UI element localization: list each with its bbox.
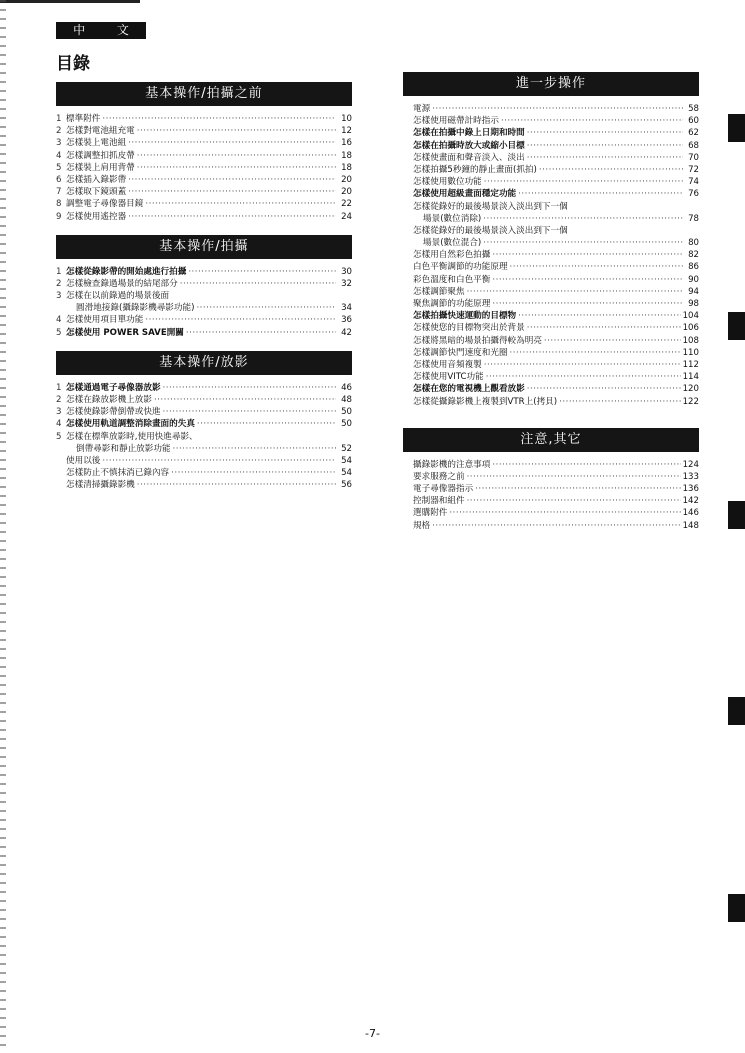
entry-title: 怎樣使用項目單功能 [66,315,144,326]
entry-page: 108 [682,335,699,346]
dot-leader [483,237,683,249]
entry-page: 112 [682,359,699,370]
entry-page: 72 [688,164,699,175]
entry-title: 怎樣使畫面和聲音淡入、淡出 [413,152,525,163]
dot-leader [475,483,680,495]
entry-number: 7 [56,187,62,198]
entry-title: 怎樣調節聚焦 [413,286,465,297]
entry-page: 120 [682,384,699,395]
dot-leader [432,103,683,115]
dot-leader [501,115,683,127]
entry-title: 怎樣清掃攝錄影機 [66,480,135,491]
entry-title: 怎樣使用數位功能 [413,177,482,188]
entry-page: 30 [341,266,352,277]
toc-entry [56,418,352,430]
section-tab-marker [728,894,745,922]
entry-title: 怎樣在拍攝中錄上日期和時間 [413,128,525,139]
entry-page: 60 [688,116,699,127]
dot-leader [137,162,336,174]
entry-page: 82 [688,250,699,261]
entry-page: 104 [682,311,699,322]
dot-leader [432,520,680,532]
language-tab: 中 文 [56,22,146,39]
toc-entry [56,314,352,326]
entry-number: 2 [56,278,62,289]
toc-entry [56,406,352,418]
dot-leader [492,274,683,286]
section-title: 進一步操作 [403,72,699,96]
dot-leader [539,164,683,176]
toc-section [403,72,699,408]
entry-page: 36 [341,315,352,326]
entry-number: 4 [56,315,62,326]
toc-entry [56,327,352,339]
dot-leader [510,347,681,359]
entry-title: 怎樣將黑暗的場景拍攝得較為明亮 [413,335,542,346]
entry-title: 調整電子尋像器目鏡 [66,199,144,210]
entry-page: 20 [341,174,352,185]
toc-entry [403,201,699,213]
entry-title: 怎樣在標準放影時,使用快進尋影、 [66,431,198,442]
section-tab-marker [728,697,745,725]
entry-number: 5 [56,162,62,173]
entry-page: 124 [682,459,699,470]
entry-number: 8 [56,199,62,210]
toc-entry [403,286,699,298]
toc-entry [403,507,699,519]
dot-leader [171,467,336,479]
entry-title: 標準附件 [66,114,101,124]
entry-page: 148 [682,520,699,531]
entry-number: 3 [56,138,62,149]
toc-entry [56,278,352,290]
entry-title: 怎樣使錄影帶倒帶或快進 [66,407,161,418]
toc-entry [403,371,699,383]
dot-leader [492,249,683,261]
toc-entry [403,274,699,286]
toc-entry [56,394,352,406]
entry-page: 18 [341,162,352,173]
entry-title: 場景(數位混合) [423,238,482,249]
entry-number: 5 [56,431,62,442]
entry-title: 怎樣使用遙控器 [66,211,127,222]
entry-title: 怎樣拍攝5秒鐘的靜止畫面(抓拍) [413,164,537,175]
toc-entry [56,382,352,394]
entry-title: 怎樣防止不慎抹消已錄內容 [66,468,170,479]
toc-entry [403,322,699,334]
dot-leader [128,211,336,223]
entry-title: 怎樣使用軌道調整消除畫面的失真 [66,419,195,430]
dot-leader [128,137,336,149]
toc-entry [403,237,699,249]
entry-page: 90 [688,274,699,285]
toc-entry [403,383,699,395]
entry-title: 怎樣調整扣抓皮帶 [66,150,135,161]
dot-leader [137,125,336,137]
entry-page: 98 [688,299,699,309]
entry-page: 122 [682,396,699,407]
entry-title: 圓滑地接錄(攝錄影機尋影功能) [76,303,195,314]
entry-page: 34 [341,303,352,314]
entry-title: 倒帶尋影和靜止放影功能 [76,443,171,454]
entry-page: 18 [341,150,352,161]
entry-title: 怎樣從錄好的最後場景淡入淡出到下一個 [413,225,568,236]
entry-title: 白色平衡調節的功能原理 [413,262,508,273]
toc-entry [403,140,699,152]
entry-page: 12 [341,126,352,137]
entry-title: 選購附件 [413,508,448,519]
scan-edge-left [0,0,6,1053]
page-number: -7- [365,1027,380,1040]
entry-page: 52 [341,443,352,454]
entry-title: 使用以後 [66,455,101,466]
entry-page: 94 [688,286,699,297]
entry-page: 54 [341,468,352,479]
dot-leader [492,298,683,310]
section-tab-marker [728,501,745,529]
toc-entry [403,347,699,359]
entry-title: 場景(數位消除) [423,213,482,224]
entry-title: 怎樣檢查錄過場景的結尾部分 [66,278,178,289]
entry-title: 電源 [413,104,431,114]
entry-number: 6 [56,174,62,185]
entry-page: 56 [341,480,352,491]
entry-number: 4 [56,150,62,161]
entry-number: 3 [56,407,62,418]
entry-page: 16 [341,138,352,149]
dot-leader [484,176,683,188]
toc-entry [56,137,352,149]
toc-entry [403,310,699,322]
toc-entry [56,431,352,443]
entry-title: 怎樣從攝錄影機上複製到VTR上(拷貝) [413,396,558,407]
toc-entry [56,150,352,162]
toc-entry [56,302,352,314]
toc-entry [403,495,699,507]
section-tab-marker [728,114,745,142]
toc-entry [403,396,699,408]
toc-section [403,428,699,532]
entry-page: 50 [341,419,352,430]
dot-leader [484,359,681,371]
entry-title: 怎樣使用磁帶計時指示 [413,116,499,127]
dot-leader [518,188,683,200]
entry-page: 24 [341,211,352,222]
toc-entry [56,455,352,467]
toc-section [56,82,352,223]
toc-entry [56,198,352,210]
section-title: 基本操作/放影 [56,351,352,375]
entry-number: 3 [56,291,62,302]
entry-page: 62 [688,128,699,139]
dot-leader [128,186,336,198]
dot-leader [137,150,336,162]
dot-leader [163,382,336,394]
dot-leader [180,278,336,290]
entry-number: 2 [56,395,62,405]
entry-title: 怎樣使用VITC功能 [413,372,484,383]
entry-page: 70 [688,152,699,163]
entry-title: 怎樣通過電子尋像器放影 [66,382,161,393]
entry-title: 怎樣拍攝快速運動的目標物 [413,311,517,322]
entry-number: 5 [56,327,62,338]
dot-leader [196,302,336,314]
dot-leader [145,198,336,210]
toc-entry [403,261,699,273]
toc-entry [403,471,699,483]
entry-title: 怎樣對電池組充電 [66,126,135,137]
right-column [403,72,699,544]
toc-entry [56,290,352,302]
toc-entry [56,443,352,455]
entry-title: 怎樣從錄好的最後場景淡入淡出到下一個 [413,201,568,212]
toc-entry [56,186,352,198]
entry-page: 142 [682,496,699,507]
dot-leader [518,310,680,322]
entry-page: 42 [341,327,352,338]
left-column [56,82,352,504]
toc-entry [56,125,352,137]
entry-title: 控制器和組件 [413,496,465,507]
toc-entry [403,225,699,237]
section-title: 基本操作/拍攝 [56,235,352,259]
toc-entry [56,113,352,125]
toc-section [56,351,352,492]
entry-page: 58 [688,104,699,114]
dot-leader [449,507,680,519]
dot-leader [486,371,681,383]
entry-number: 4 [56,419,62,430]
entry-number: 1 [56,266,62,277]
toc-entry [403,520,699,532]
entry-page: 54 [341,455,352,466]
section-title: 注意,其它 [403,428,699,452]
entry-title: 聚焦調節的功能原理 [413,299,491,309]
dot-leader [467,495,681,507]
section-title: 基本操作/拍攝之前 [56,82,352,106]
dot-leader [102,455,336,467]
dot-leader [527,322,681,334]
dot-leader [527,383,681,395]
entry-title: 怎樣在錄放影機上放影 [66,395,152,405]
entry-title: 怎樣使用 POWER SAVE開關 [66,327,184,338]
entry-number: 9 [56,211,62,222]
toc-entry [403,298,699,310]
entry-page: 133 [682,471,699,482]
entry-title: 怎樣使您的目標物突出於背景 [413,323,525,334]
entry-page: 48 [341,395,352,405]
entry-page: 146 [682,508,699,519]
dot-leader [102,113,336,125]
dot-leader [145,314,336,326]
toc-entry [403,115,699,127]
entry-title: 怎樣使用超級畫面穩定功能 [413,189,517,200]
dot-leader [467,286,683,298]
toc-entry [403,483,699,495]
dot-leader [188,266,336,278]
toc-entry [403,335,699,347]
scan-edge-top [0,0,140,3]
entry-title: 怎樣從錄影帶的開始處進行拍攝 [66,266,187,277]
toc-entry [56,266,352,278]
entry-page: 32 [341,278,352,289]
dot-leader [559,396,680,408]
entry-page: 80 [688,238,699,249]
entry-title: 怎樣插入錄影帶 [66,174,127,185]
entry-title: 怎樣裝上肩用背帶 [66,162,135,173]
toc-entry [56,467,352,479]
entry-page: 22 [341,199,352,210]
entry-page: 114 [682,372,699,383]
toc-entry [403,127,699,139]
toc-entry [56,174,352,186]
entry-title: 彩色溫度和白色平衡 [413,274,491,285]
toc-entry [403,176,699,188]
dot-leader [544,335,681,347]
toc-entry [56,479,352,491]
entry-number: 1 [56,382,62,393]
toc-entry [56,162,352,174]
entry-number: 2 [56,126,62,137]
toc-entry [403,359,699,371]
entry-page: 110 [682,347,699,358]
entry-title: 怎樣使用音頻複製 [413,359,482,370]
entry-page: 46 [341,382,352,393]
entry-title: 規格 [413,520,431,531]
dot-leader [527,152,683,164]
entry-page: 106 [682,323,699,334]
dot-leader [163,406,336,418]
dot-leader [492,459,680,471]
toc-entry [403,249,699,261]
dot-leader [467,471,681,483]
entry-title: 要求服務之前 [413,471,465,482]
entry-page: 50 [341,407,352,418]
dot-leader [186,327,336,339]
toc-entry [403,164,699,176]
dot-leader [527,140,683,152]
toc-entry [403,459,699,471]
entry-page: 74 [688,177,699,188]
page-title: 目錄 [56,54,90,74]
entry-number: 1 [56,114,62,124]
entry-page: 10 [341,114,352,124]
dot-leader [137,479,336,491]
dot-leader [197,418,336,430]
entry-page: 78 [688,213,699,224]
dot-leader [483,213,683,225]
entry-page: 86 [688,262,699,273]
entry-title: 攝錄影機的注意事項 [413,459,491,470]
dot-leader [173,443,336,455]
dot-leader [510,261,683,273]
toc-section [56,235,352,339]
entry-page: 76 [688,189,699,200]
entry-page: 20 [341,187,352,198]
entry-title: 怎樣在拍攝時放大或縮小目標 [413,140,525,151]
toc-entry [403,103,699,115]
entry-page: 68 [688,140,699,151]
toc-entry [403,213,699,225]
dot-leader [527,127,683,139]
dot-leader [154,394,336,406]
entry-title: 怎樣在您的電視機上觀看放影 [413,384,525,395]
toc-entry [56,211,352,223]
entry-title: 怎樣用自然彩色拍攝 [413,250,491,261]
entry-title: 怎樣調節快門速度和光圈 [413,347,508,358]
section-tab-marker [728,312,745,340]
toc-entry [403,188,699,200]
dot-leader [128,174,336,186]
entry-title: 怎樣裝上電池組 [66,138,127,149]
entry-title: 電子尋像器指示 [413,484,474,495]
entry-title: 怎樣在以前錄過的場景後面 [66,291,170,302]
entry-title: 怎樣取下鏡頭蓋 [66,187,127,198]
toc-entry [403,152,699,164]
entry-page: 136 [682,484,699,495]
